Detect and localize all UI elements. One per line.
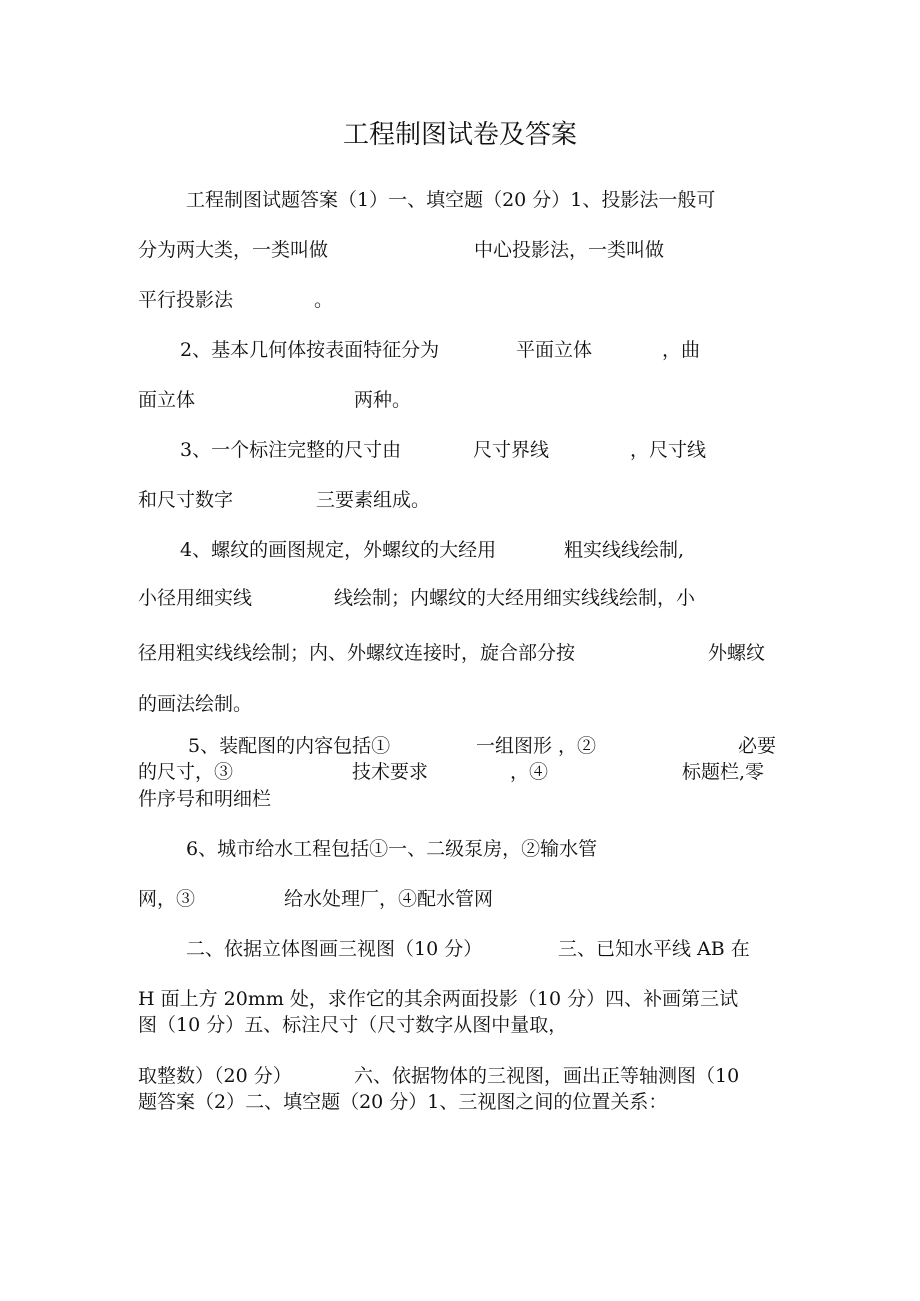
text-line-3b: 。 xyxy=(314,289,334,311)
text-line-13c: ，④ xyxy=(510,761,549,783)
text-line-13b: 技术要求 xyxy=(352,761,429,783)
text-line-6c: ，尺寸线 xyxy=(630,439,707,461)
text-line-16b: 给水处理厂，④配水管网 xyxy=(284,888,494,910)
text-line-14: 件序号和明细栏 xyxy=(138,788,272,810)
text-line-15: 6、城市给水工程包括①一、二级泵房，②输水管 xyxy=(186,838,598,860)
text-line-7b: 三要素组成。 xyxy=(316,489,431,511)
text-line-7a: 和尺寸数字 xyxy=(138,489,234,511)
text-line-9a: 小径用细实线 xyxy=(138,587,253,609)
text-line-20a: 取整数）（20 分） xyxy=(138,1065,292,1087)
text-line-10b: 外螺纹 xyxy=(708,642,766,664)
text-line-6b: 尺寸界线 xyxy=(473,439,550,461)
text-line-18: H 面上方 20mm 处，求作它的其余两面投影（10 分）四、补画第三试 xyxy=(138,988,739,1010)
text-line-13a: 的尺寸，③ xyxy=(138,761,234,783)
text-line-8a: 4、螺纹的画图规定，外螺纹的大经用 xyxy=(180,539,497,561)
text-line-5b: 两种。 xyxy=(354,389,412,411)
text-line-5a: 面立体 xyxy=(138,389,196,411)
text-line-3a: 平行投影法 xyxy=(138,289,234,311)
text-line-2a: 分为两大类，一类叫做 xyxy=(138,239,329,261)
text-line-4b: 平面立体 xyxy=(516,339,593,361)
text-line-17b: 三、已知水平线 AB 在 xyxy=(558,938,750,960)
text-line-4a: 2、基本几何体按表面特征分为 xyxy=(180,339,440,361)
text-line-12a: 5、装配图的内容包括① xyxy=(188,735,391,757)
text-line-20b: 六、依据物体的三视图，画出正等轴测图（10 xyxy=(354,1065,740,1087)
text-line-2b: 中心投影法，一类叫做 xyxy=(474,239,665,261)
text-line-12b: 一组图形 ，② xyxy=(476,735,597,757)
text-line-21: 题答案（2）二、填空题（20 分）1、三视图之间的位置关系： xyxy=(138,1091,668,1113)
text-line-4c: ，曲 xyxy=(662,339,701,361)
text-line-16a: 网，③ xyxy=(138,888,196,910)
text-line-11: 的画法绘制。 xyxy=(138,693,253,715)
text-line-1: 工程制图试题答案（1）一、填空题（20 分）1、投影法一般可 xyxy=(186,189,716,211)
text-line-19: 图（10 分）五、标注尺寸（尺寸数字从图中量取， xyxy=(138,1014,568,1036)
text-line-9b: 线绘制；内螺纹的大经用细实线线绘制，小 xyxy=(334,587,696,609)
text-line-10a: 径用粗实线线绘制；内、外螺纹连接时，旋合部分按 xyxy=(138,642,576,664)
text-line-8b: 粗实线线绘制, xyxy=(564,539,685,561)
text-line-13d: 标题栏,零 xyxy=(682,761,765,783)
text-line-17a: 二、依据立体图画三视图（10 分） xyxy=(186,938,483,960)
text-line-12c: 必要 xyxy=(738,735,777,757)
text-line-6a: 3、一个标注完整的尺寸由 xyxy=(180,439,402,461)
document-title: 工程制图试卷及答案 xyxy=(342,120,577,150)
